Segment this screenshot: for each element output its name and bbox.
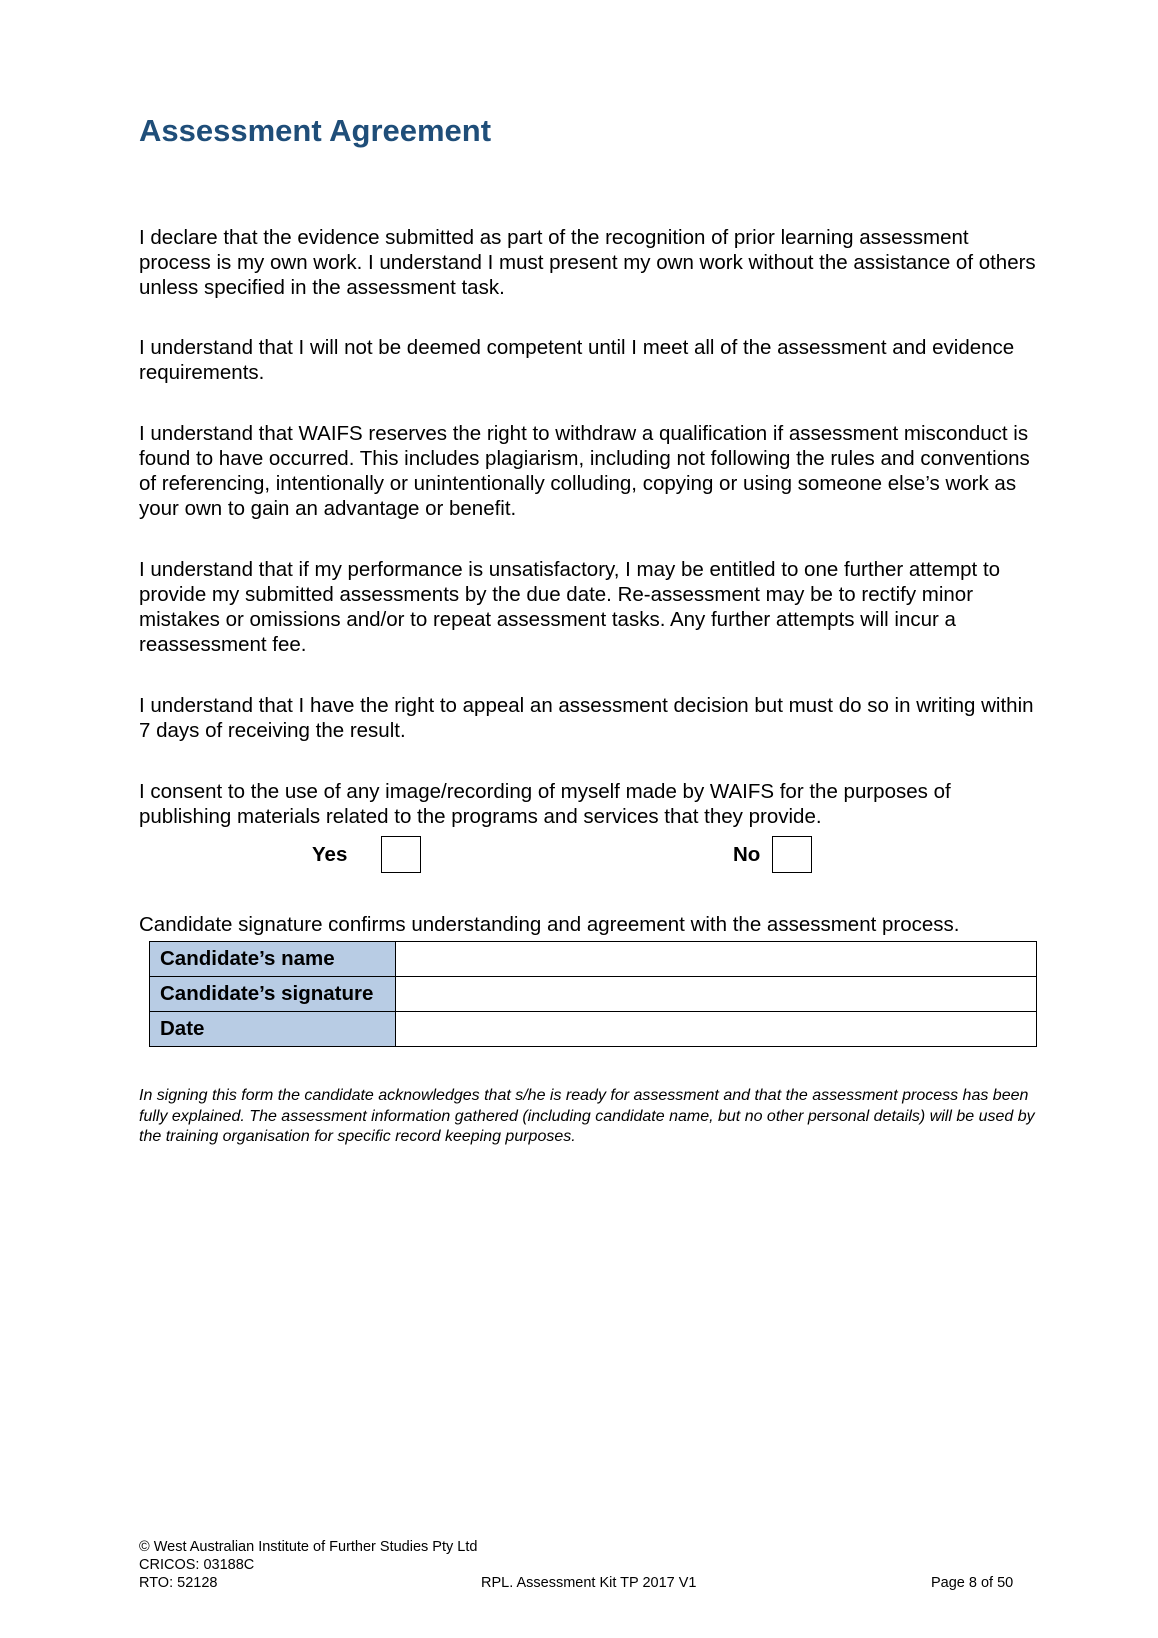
footer-cricos: CRICOS: 03188C [139,1557,255,1573]
consent-yes-checkbox[interactable] [381,836,421,873]
consent-no-checkbox[interactable] [772,836,812,873]
acknowledgement-note: In signing this form the candidate acknowledges that s/he is ready for assessment and that the assessment process has been fully explained. The assessment information gathered (including candidate name, but no other personal details) will be used by the training organisation for specific record keeping purposes. [139,1087,1035,1145]
misconduct-paragraph: I understand that WAIFS reserves the right to withdraw a qualification if assessment misconduct is found to have occurred. This includes plagiarism, including not following the rules and conventions of referencing, intentionally or unintentionally colluding, copying or using someone else’s work as your own to gain an advantage or benefit. [139,422,1030,520]
signature-intro: Candidate signature confirms understanding and agreement with the assessment process. [139,913,960,936]
appeal-paragraph: I understand that I have the right to appeal an assessment decision but must do so in writing within 7 days of receiving the result. [139,694,1034,742]
declaration-paragraph: I declare that the evidence submitted as part of the recognition of prior learning assessment process is my own work. I understand I must present my own work without the assistance of others unless specified in the assessment task. [139,226,1036,299]
footer-page-number: Page 8 of 50 [931,1575,1014,1591]
consent-yes-label: Yes [312,843,348,866]
candidate-signature-label: Candidate’s signature [150,977,396,1012]
page-title: Assessment Agreement [139,113,492,148]
consent-no-label: No [733,843,761,866]
signature-table [149,941,1037,1047]
date-field[interactable] [396,1012,1037,1047]
table-row [150,977,1037,1012]
reassessment-paragraph: I understand that if my performance is unsatisfactory, I may be entitled to one further attempt to provide my submitted assessments by the due date. Re-assessment may be to rectify minor mistakes or omissions and/or to repeat assessment tasks. Any further attempts will incur a reassessment fee. [139,558,1001,656]
competency-paragraph: I understand that I will not be deemed competent until I meet all of the assessment and evidence requirements. [139,336,1015,384]
footer-document-title: RPL. Assessment Kit TP 2017 V1 [481,1575,697,1591]
footer-copyright: © West Australian Institute of Further Studies Pty Ltd [139,1539,478,1555]
candidate-signature-field[interactable] [396,977,1037,1012]
candidate-name-label: Candidate’s name [150,942,396,977]
date-label: Date [150,1012,396,1047]
footer-rto: RTO: 52128 [139,1575,218,1591]
table-row [150,942,1037,977]
candidate-name-field[interactable] [396,942,1037,977]
table-row [150,1012,1037,1047]
consent-paragraph: I consent to the use of any image/recording of myself made by WAIFS for the purposes of publishing materials related to the programs and services that they provide. [139,780,951,828]
